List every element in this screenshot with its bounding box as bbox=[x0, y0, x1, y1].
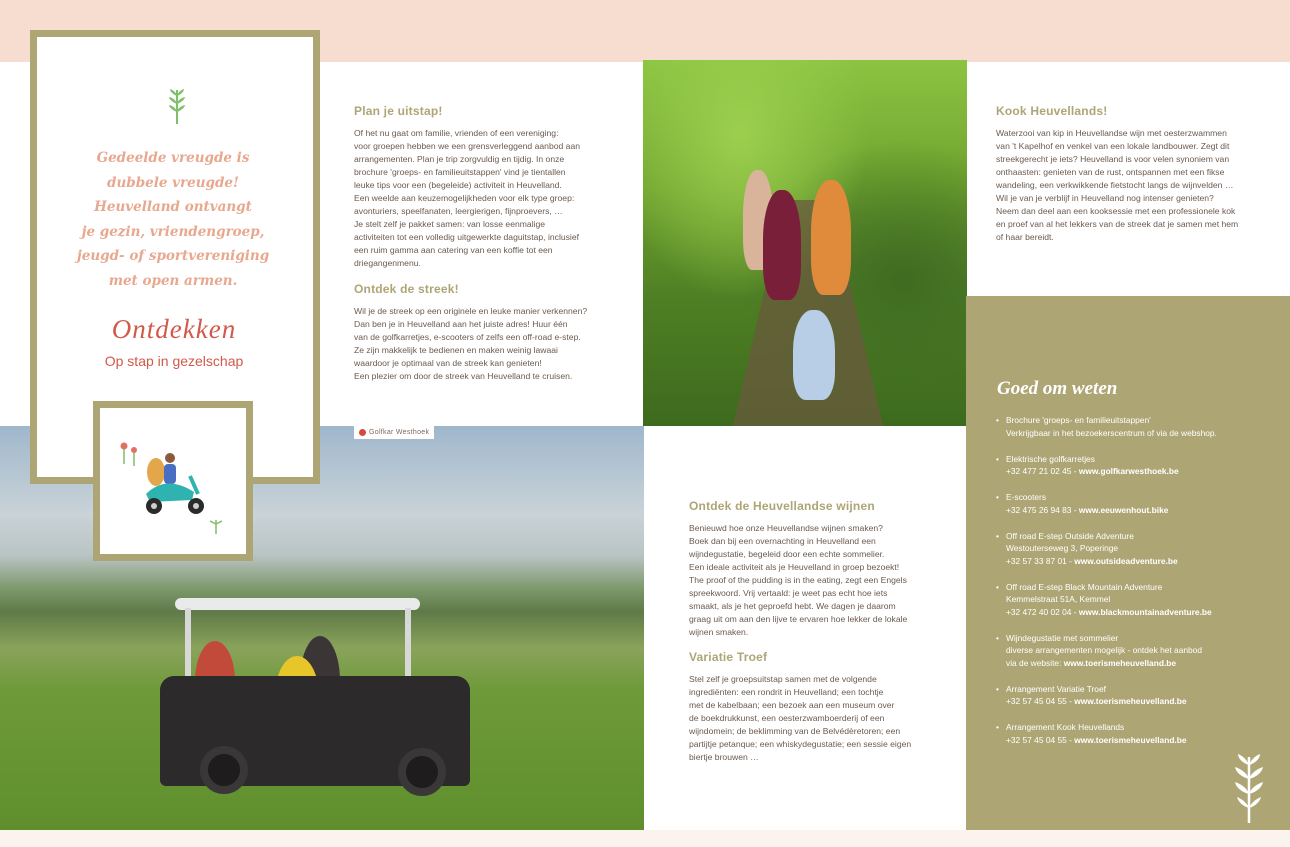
bottom-band bbox=[0, 830, 1290, 847]
info-item-title: • Arrangement Kook Heuvellands bbox=[1006, 722, 1125, 732]
quote-line: jeugd- of sportvereniging bbox=[76, 248, 270, 264]
info-item bbox=[996, 721, 1286, 746]
info-item bbox=[996, 491, 1286, 516]
sprig-icon bbox=[165, 86, 189, 126]
family-walk-photo bbox=[643, 60, 967, 426]
info-panel bbox=[966, 296, 1290, 830]
heading-ontdek-streek: Ontdek de streek! bbox=[354, 282, 459, 296]
heading-plan-uitstap: Plan je uitstap! bbox=[354, 104, 443, 118]
text-ontdek-streek: Wil je de streek op een originele en leuke manier verkennen? Dan ben je in Heuvelland aan het juiste adres! Huur één van de golfkarretjes, e-scooters of zelfs een off-road e-step. Ze zijn makkelijk te bedienen en maken weinig lawaai waardoor je optimaal van de streek kan genieten! Een plezier om door de streek van Heuvelland te cruisen. bbox=[354, 306, 588, 381]
quote-line: met open armen. bbox=[108, 272, 238, 289]
info-item-title: • Arrangement Variatie Troef bbox=[1006, 683, 1106, 694]
info-item-address: Westouterseweg 3, Poperinge bbox=[1006, 543, 1119, 553]
info-item-title: • Off road E-step Black Mountain Adventure bbox=[1006, 581, 1163, 592]
info-item-link[interactable]: www.toerismeheuvelland.be bbox=[1074, 696, 1187, 706]
info-item bbox=[996, 581, 1286, 619]
info-item-link[interactable]: www.blackmountainadventure.be bbox=[1078, 606, 1212, 617]
info-item bbox=[996, 683, 1286, 708]
info-item-title: • Off road E-step Outside Adventure bbox=[1006, 530, 1134, 541]
info-item-phone: +32 475 26 94 83 - bbox=[1006, 504, 1079, 515]
quote-line: dubbele vreugde! bbox=[107, 174, 239, 191]
scooter-card bbox=[93, 401, 253, 561]
info-item-contact bbox=[1006, 734, 1286, 747]
cart-roof bbox=[175, 598, 420, 610]
walker bbox=[811, 180, 851, 295]
info-item-title: • Wijndegustatie met sommelier bbox=[1006, 632, 1119, 643]
info-item-contact bbox=[1006, 657, 1286, 670]
info-item-address: Kemmelstraat 51A, Kemmel bbox=[1006, 594, 1111, 604]
info-panel-title: Goed om weten bbox=[997, 378, 1118, 399]
info-item-contact bbox=[1006, 465, 1286, 478]
info-item-detail: Verkrijgbaar in het bezoekerscentrum of via de webshop. bbox=[1006, 427, 1217, 438]
info-item-contact bbox=[1006, 504, 1286, 517]
info-item-phone: +32 57 45 04 55 - bbox=[1006, 696, 1075, 706]
camera-icon bbox=[359, 429, 366, 436]
walker bbox=[763, 190, 801, 300]
info-item bbox=[996, 530, 1286, 568]
info-item-phone: +32 57 33 87 01 - bbox=[1006, 555, 1075, 566]
info-item-phone: +32 57 45 04 55 - bbox=[1006, 734, 1075, 745]
photo-credit bbox=[354, 426, 434, 439]
info-item-contact bbox=[1006, 606, 1286, 619]
column-plan-uitstap bbox=[354, 105, 604, 383]
heading-kook: Kook Heuvellands! bbox=[996, 104, 1108, 118]
info-item-link[interactable]: www.golfkarwesthoek.be bbox=[1078, 466, 1179, 476]
cart-wheel bbox=[398, 748, 446, 796]
info-item-phone: +32 472 40 02 04 - bbox=[1006, 606, 1079, 617]
quote-text bbox=[70, 146, 276, 293]
quote-line: Gedeelde vreugde is bbox=[96, 150, 250, 166]
text-kook: Waterzooi van kip in Heuvellandse wijn met oesterzwammen van 't Kapelhof en venkel van een lokale landbouwer. Zegt dit streekgerecht je iets? Heuvelland is voor velen synoniem van onthaasten: genieten van de rust, ontspannen met een fikse wandeling, een verkwikkende fietstocht langs de wijnvelden … Wil je van je verblijf in Heuvelland nog intenser genieten? Neem dan deel aan een kooksessie met een professionele kok en proef van al het lekkers van de streek dat je samen met hem of haar bereidt. bbox=[996, 128, 1239, 242]
scooter-illustration bbox=[106, 414, 240, 548]
leaf-branch-icon bbox=[1232, 751, 1266, 825]
quote-line: Heuvelland ontvangt bbox=[94, 199, 252, 215]
text-variatie-troef: Stel zelf je groepsuitstap samen met de volgende ingrediënten: een rondrit in Heuvelland; een tochtje met de kabelbaan; een bezoek aan een museum over de boekdrukkunst, een oesterzwamboerderij of een wijndomein; de beklimming van de Belvédèretoren; een partijtje petanque; een whiskydegustatie; een sessie eigen biertje brouwen … bbox=[689, 674, 912, 762]
info-item-link[interactable]: www.toerismeheuvelland.be bbox=[1063, 657, 1177, 668]
info-item-link[interactable]: www.outsideadventure.be bbox=[1074, 555, 1178, 566]
info-item bbox=[996, 414, 1286, 439]
info-item-phone: +32 477 21 02 45 - bbox=[1006, 466, 1079, 476]
info-item bbox=[996, 632, 1286, 670]
info-item bbox=[996, 453, 1286, 478]
heading-variatie-troef: Variatie Troef bbox=[689, 650, 768, 664]
quote-line: je gezin, vriendengroep, bbox=[81, 223, 265, 240]
photo-credit-text: Golfkar Westhoek bbox=[369, 429, 430, 436]
info-item-prefix: via de website: bbox=[1006, 657, 1064, 668]
info-item-title: • Elektrische golfkarretjes bbox=[1006, 453, 1095, 464]
info-item-title: • E-scooters bbox=[1006, 492, 1047, 502]
column-kook bbox=[996, 105, 1256, 244]
text-wijnen: Benieuwd hoe onze Heuvellandse wijnen smaken? Boek dan bij een overnachting in Heuvelland een wijndegustatie, begeleid door een echte sommelier. Een ideale activiteit als je Heuvelland in groep bezoekt! The proof of the pudding is in the eating, zegt een Engels spreekwoord. Vrij vertaald: je weet pas echt hoe iets smaakt, als je het geproefd hebt. We dagen je daarom graag uit om aan den lijve te ervaren hoe lekker de lokale wijnen smaken. bbox=[689, 523, 908, 637]
column-wijnen bbox=[689, 500, 929, 764]
page-title: Ontdekken bbox=[111, 314, 237, 344]
info-item-detail: diverse arrangementen mogelijk - ontdek het aanbod bbox=[1006, 645, 1203, 655]
child-walker bbox=[793, 310, 835, 400]
heading-wijnen: Ontdek de Heuvellandse wijnen bbox=[689, 499, 875, 513]
info-item-contact bbox=[1006, 695, 1286, 708]
page-subtitle: Op stap in gezelschap bbox=[104, 353, 244, 369]
info-item-link[interactable]: www.toerismeheuvelland.be bbox=[1074, 734, 1187, 745]
info-item-link[interactable]: www.eeuwenhout.bike bbox=[1078, 504, 1169, 515]
info-item-title: • Brochure 'groeps- en familieuitstappen' bbox=[1006, 415, 1151, 425]
cart-wheel bbox=[200, 746, 248, 794]
text-plan-uitstap: Of het nu gaat om familie, vrienden of een vereniging: voor groepen hebben we een grensverleggend aanbod aan arrangementen. Plan je trip zorgvuldig en tijdig. In onze brochure 'groeps- en familieuitstappen' vind je tientallen leuke tips voor een (begeleide) activiteit in Heuvelland. Een weelde aan keuzemogelijkheden voor elk type groep: avonturiers, speelfanaten, leergierigen, fijnproevers, … Je stelt zelf je pakket samen: van losse eenmalige activiteiten tot een volledig uitgewerkte daguitstap, inclusief een ruim gamma aan catering van een koffie tot een driegangenmenu. bbox=[354, 128, 581, 268]
info-list bbox=[996, 414, 1286, 760]
info-item-contact bbox=[1006, 555, 1286, 568]
